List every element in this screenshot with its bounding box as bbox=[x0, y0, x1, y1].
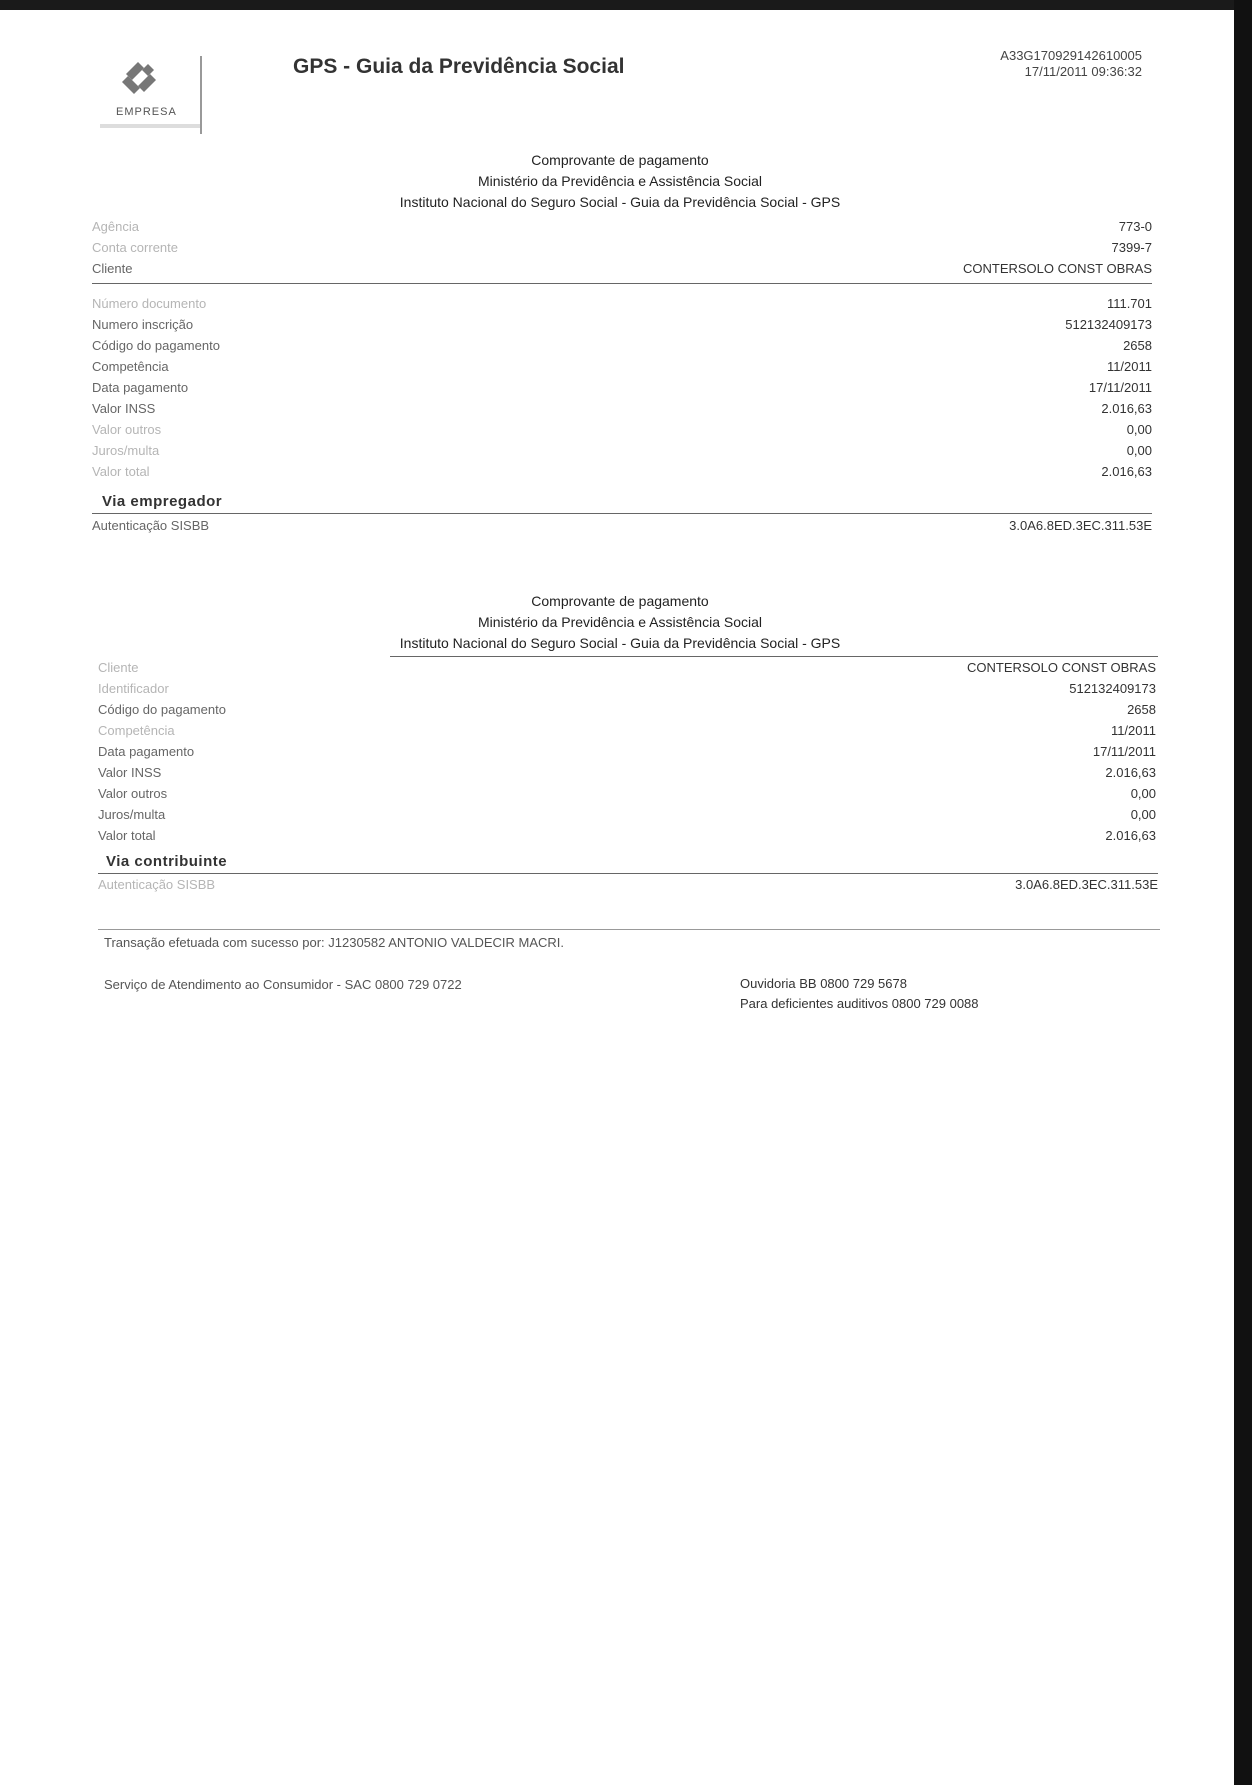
row-label: Competência bbox=[92, 359, 169, 374]
row-numero-inscricao bbox=[92, 317, 1152, 338]
row-juros-multa bbox=[92, 443, 1152, 464]
receipt-heading-line2: Ministério da Previdência e Assistência Social bbox=[477, 614, 763, 630]
scan-edge-right bbox=[1234, 0, 1252, 1785]
via-contribuinte-label: Via contribuinte bbox=[106, 853, 228, 870]
row-value: 2.016,63 bbox=[1101, 464, 1152, 479]
row-label: Numero inscrição bbox=[92, 317, 194, 332]
row-competencia-2 bbox=[98, 723, 1156, 744]
section2-divider-top bbox=[390, 656, 1158, 657]
row-numero-documento bbox=[92, 296, 1152, 317]
row-label: Autenticação SISBB bbox=[92, 518, 210, 533]
row-value: 7399-7 bbox=[1111, 240, 1152, 255]
document-id-block bbox=[1000, 48, 1142, 80]
row-label: Agência bbox=[92, 219, 139, 234]
bank-logo bbox=[96, 54, 204, 136]
row-value: 11/2011 bbox=[1106, 359, 1152, 374]
row-label: Código do pagamento bbox=[98, 702, 226, 717]
section1-divider-top bbox=[92, 283, 1152, 284]
row-valor-total bbox=[92, 464, 1152, 485]
row-valor-inss bbox=[92, 401, 1152, 422]
logo-text: EMPRESA bbox=[116, 106, 177, 118]
row-label: Valor outros bbox=[98, 786, 168, 801]
section1-divider-bottom bbox=[92, 513, 1152, 514]
row-valor-total-2 bbox=[98, 828, 1156, 849]
row-value: 2658 bbox=[1123, 338, 1152, 353]
document-code: A33G170929142610005 bbox=[1000, 48, 1142, 63]
row-label: Valor total bbox=[92, 464, 150, 479]
row-label: Código do pagamento bbox=[92, 338, 220, 353]
row-cliente bbox=[92, 261, 1152, 282]
footer-divider bbox=[98, 929, 1160, 930]
row-value: 2.016,63 bbox=[1101, 401, 1152, 416]
receipt-heading-line3: Instituto Nacional do Seguro Social - Guia da Previdência Social - GPS bbox=[399, 194, 841, 210]
receipt-heading-line3: Instituto Nacional do Seguro Social - Guia da Previdência Social - GPS bbox=[399, 635, 841, 651]
row-label: Data pagamento bbox=[98, 744, 195, 759]
row-label: Conta corrente bbox=[92, 240, 178, 255]
row-value: 0,00 bbox=[1126, 443, 1152, 458]
row-label: Competência bbox=[98, 723, 175, 738]
ouvidoria-text: Ouvidoria BB 0800 729 5678 bbox=[740, 976, 907, 991]
document-datetime: 17/11/2011 09:36:32 bbox=[1024, 64, 1142, 79]
receipt-heading-line1: Comprovante de pagamento bbox=[531, 152, 709, 168]
bank-logo-icon bbox=[118, 60, 158, 100]
row-valor-outros bbox=[92, 422, 1152, 443]
deficientes-text: Para deficientes auditivos 0800 729 0088 bbox=[740, 996, 979, 1011]
row-label: Cliente bbox=[92, 261, 133, 276]
row-value: 2.016,63 bbox=[1105, 765, 1156, 780]
document-title: GPS - Guia da Previdência Social bbox=[293, 55, 625, 78]
row-cliente-2 bbox=[98, 660, 1156, 681]
receipt-heading-line1: Comprovante de pagamento bbox=[531, 593, 709, 609]
row-codigo-pagamento-2 bbox=[98, 702, 1156, 723]
row-value: 3.0A6.8ED.3EC.311.53E bbox=[1009, 518, 1152, 533]
row-value: 512132409173 bbox=[1065, 317, 1152, 332]
row-label: Identificador bbox=[98, 681, 169, 696]
row-value: 3.0A6.8ED.3EC.311.53E bbox=[1015, 877, 1158, 892]
row-value: 11/2011 bbox=[1110, 723, 1156, 738]
row-valor-outros-2 bbox=[98, 786, 1156, 807]
row-competencia bbox=[92, 359, 1152, 380]
row-label: Juros/multa bbox=[92, 443, 160, 458]
row-label: Data pagamento bbox=[92, 380, 189, 395]
ouvidoria-block bbox=[740, 974, 979, 1014]
row-value: 512132409173 bbox=[1069, 681, 1156, 696]
row-valor-inss-2 bbox=[98, 765, 1156, 786]
row-value: CONTERSOLO CONST OBRAS bbox=[966, 660, 1156, 675]
section2-divider-bottom bbox=[98, 873, 1158, 874]
row-value: 17/11/2011 bbox=[1088, 380, 1152, 395]
row-data-pagamento bbox=[92, 380, 1152, 401]
row-codigo-pagamento bbox=[92, 338, 1152, 359]
row-value: 0,00 bbox=[1130, 807, 1156, 822]
row-value: 0,00 bbox=[1126, 422, 1152, 437]
row-value: 111.701 bbox=[1106, 296, 1152, 311]
via-empregador-label: Via empregador bbox=[102, 493, 223, 510]
sac-text: Serviço de Atendimento ao Consumidor - SAC 0800 729 0722 bbox=[104, 977, 462, 992]
receipt-heading-2 bbox=[300, 591, 940, 654]
row-label: Juros/multa bbox=[98, 807, 166, 822]
row-value: 2658 bbox=[1127, 702, 1156, 717]
row-label: Valor outros bbox=[92, 422, 162, 437]
row-identificador bbox=[98, 681, 1156, 702]
row-autenticacao-1 bbox=[92, 518, 1152, 539]
receipt-heading-line2: Ministério da Previdência e Assistência Social bbox=[477, 173, 763, 189]
row-label: Valor total bbox=[98, 828, 156, 843]
row-label: Valor INSS bbox=[92, 401, 156, 416]
logo-subline bbox=[100, 124, 200, 128]
row-value: CONTERSOLO CONST OBRAS bbox=[962, 261, 1152, 276]
receipt-heading-1 bbox=[300, 150, 940, 213]
row-juros-multa-2 bbox=[98, 807, 1156, 828]
row-label: Número documento bbox=[92, 296, 207, 311]
row-label: Autenticação SISBB bbox=[98, 877, 216, 892]
row-label: Cliente bbox=[98, 660, 139, 675]
row-value: 17/11/2011 bbox=[1092, 744, 1156, 759]
transaction-text: Transação efetuada com sucesso por: J1230582 ANTONIO VALDECIR MACRI. bbox=[104, 935, 565, 950]
row-value: 0,00 bbox=[1130, 786, 1156, 801]
row-autenticacao-2 bbox=[98, 877, 1158, 898]
row-agencia bbox=[92, 219, 1152, 240]
row-label: Valor INSS bbox=[98, 765, 162, 780]
logo-divider bbox=[200, 56, 202, 134]
scan-edge-top bbox=[0, 0, 1252, 10]
row-value: 2.016,63 bbox=[1105, 828, 1156, 843]
row-conta-corrente bbox=[92, 240, 1152, 261]
row-value: 773-0 bbox=[1118, 219, 1152, 234]
row-data-pagamento-2 bbox=[98, 744, 1156, 765]
